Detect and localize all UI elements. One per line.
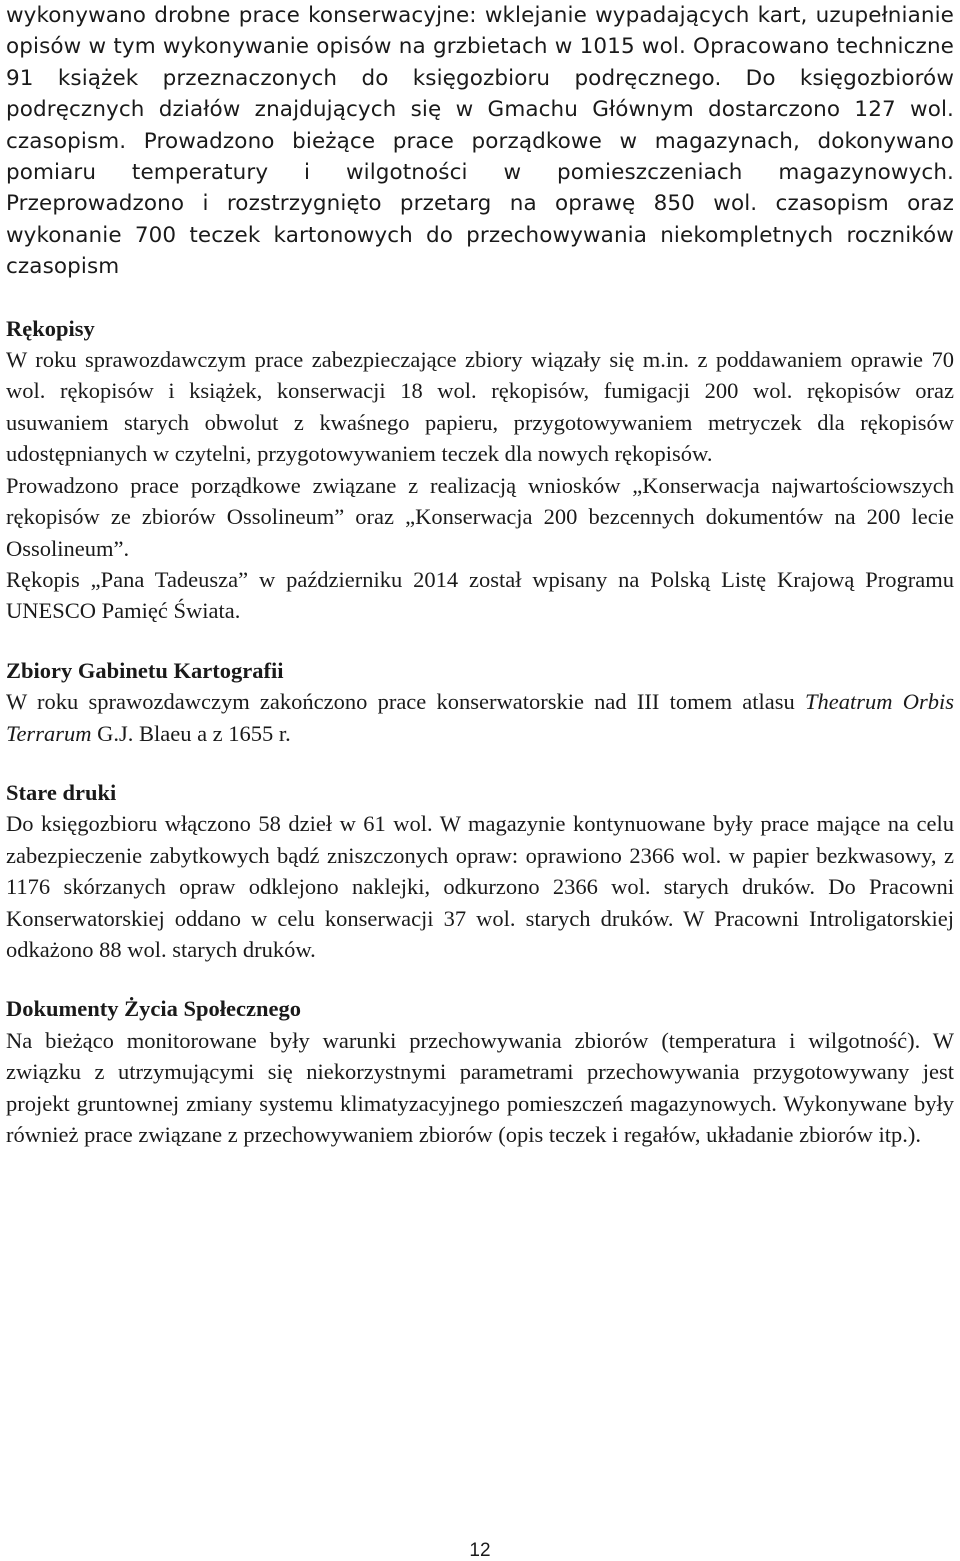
rekopisy-paragraph-3: Rękopis „Pana Tadeusza” w październiku 2014 został wpisany na Polską Listę Krajową Programu UNESCO Pamięć Świata. — [6, 566, 954, 624]
page-number: 12 — [469, 1540, 491, 1561]
kartografia-text-before: W roku sprawozdawczym zakończono prace konserwatorskie nad III tomem atlasu — [6, 689, 805, 715]
section-dokumenty — [6, 993, 954, 1150]
section-kartografia — [6, 655, 954, 749]
dokumenty-paragraph: Na bieżąco monitorowane były warunki przechowywania zbiorów (temperatura i wilgotność). W związku z utrzymującymi się niekorzystnymi parametrami przechowywania przygotowywany jest projekt gruntownej zmiany systemu klimatyzacyjnego pomieszczeń magazynowych. Wykonywane były również prace związane z przechowywaniem zbiorów (opis teczek i regałów, układanie zbiorów itp.). — [6, 1027, 954, 1147]
stare-druki-paragraph: Do księgozbioru włączono 58 dzieł w 61 wol. W magazynie kontynuowane były prace mające na celu zabezpieczenie zabytkowych bądź zniszczonych opraw: oprawiono 2366 wol. w papier bezkwasowy, z 1176 skórzanych opraw odklejono naklejki, odkurzono 2366 wol. starych druków. Do Pracowni Konserwatorskiej oddano w celu konserwacji 37 wol. starych druków. W Pracowni Introligatorskiej odkażono 88 wol. starych druków. — [6, 811, 954, 962]
section-heading-rekopisy: Rękopisy — [6, 315, 95, 341]
section-heading-kartografia: Zbiory Gabinetu Kartografii — [6, 657, 284, 683]
intro-paragraph: wykonywano drobne prace konserwacyjne: wklejanie wypadających kart, uzupełnianie opisów w tym wykonywanie opisów na grzbietach w 1015 wol. Opracowano techniczne 91 książek przeznaczonych do księgozbioru podręcznego. Do księgozbiorów podręcznych działów znajdujących się w Gmachu Głównym dostarczono 127 wol. czasopism. Prowadzono bieżące prace porządkowe w magazynach, dokonywano pomiaru temperatury i wilgotności w pomieszczeniach magazynowych. Przeprowadzono i rozstrzygnięto przetarg na oprawę 850 wol. czasopism oraz wykonanie 700 teczek kartonowych do przechowywania niekompletnych roczników czasopism — [6, 3, 954, 280]
rekopisy-paragraph-1: W roku sprawozdawczym prace zabezpieczające zbiory wiązały się m.in. z poddawaniem oprawie 70 wol. rękopisów i książek, konserwacji 18 wol. rękopisów, fumigacji 200 wol. rękopisów oraz usuwaniem starych obwolut z kwaśnego papieru, przygotowywaniem metryczek dla rękopisów udostępnianych w czytelni, przygotowywaniem teczek dla nowych rękopisów. — [6, 347, 954, 467]
kartografia-text-after: G.J. Blaeu a z 1655 r. — [91, 720, 291, 746]
atlas-title: Theatrum Orbis Terrarum — [6, 689, 954, 746]
kartografia-paragraph — [6, 686, 954, 749]
section-heading-stare-druki: Stare druki — [6, 779, 117, 805]
document-page — [6, 0, 954, 1150]
rekopisy-paragraph-2: Prowadzono prace porządkowe związane z realizacją wniosków „Konserwacja najwartościowszych rękopisów ze zbiorów Ossolineum” oraz „Konserwacja 200 bezcennych dokumentów na 200 lecie Ossolineum”. — [6, 472, 954, 561]
section-heading-dokumenty: Dokumenty Życia Społecznego — [6, 996, 301, 1022]
section-stare-druki — [6, 777, 954, 965]
section-rekopisy — [6, 313, 954, 627]
